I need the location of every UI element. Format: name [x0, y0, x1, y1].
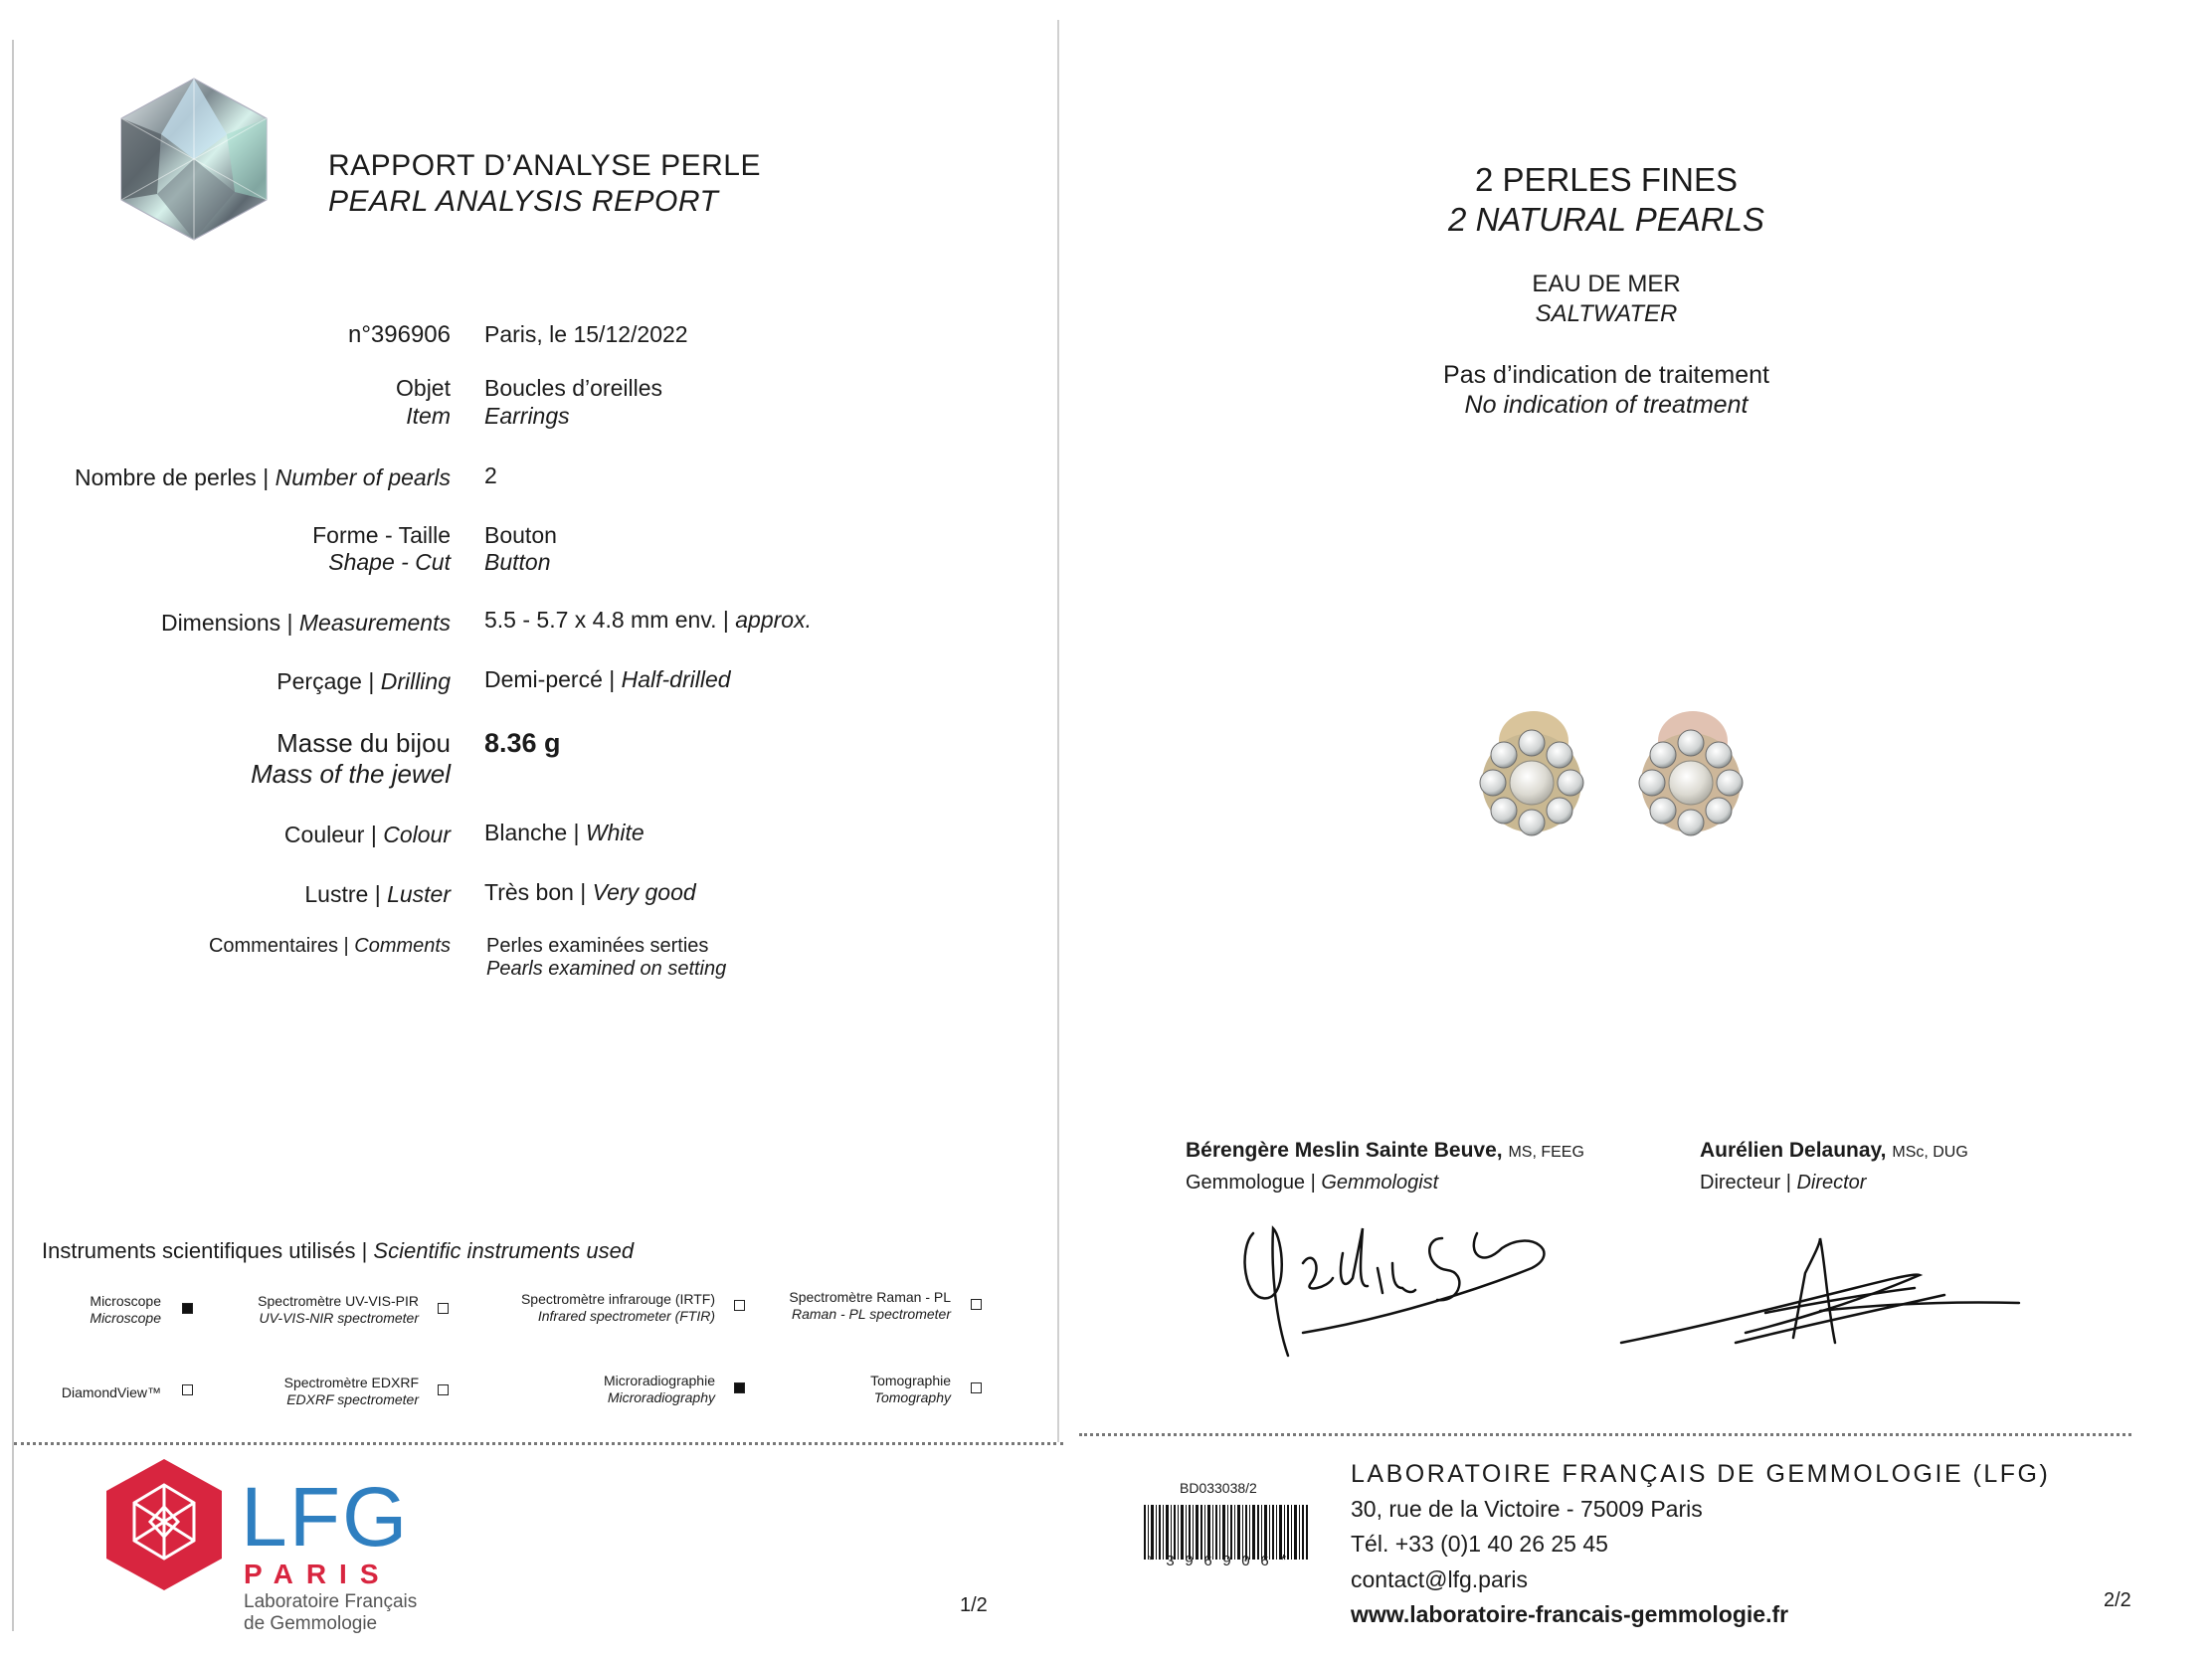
item-value-en: Earrings	[484, 403, 570, 429]
signatory-2-name: Aurélien Delaunay, MSc, DUG	[1700, 1139, 1968, 1162]
drill-label: Perçage | Drilling	[276, 668, 451, 694]
lab-email[interactable]: contact@lfg.paris	[1351, 1566, 1529, 1592]
page-number-right: 2/2	[2104, 1589, 2131, 1611]
comments-value-fr: Perles examinées serties	[486, 935, 709, 957]
instrument-raman: Spectromètre Raman - PL Raman - PL spectrometer	[789, 1289, 951, 1322]
item-label-en: Item	[406, 403, 451, 429]
lab-phone: Tél. +33 (0)1 40 26 25 45	[1351, 1531, 1608, 1557]
instrument-ftir: Spectromètre infrarouge (IRTF) Infrared spectrometer (FTIR)	[520, 1291, 715, 1324]
instrument-edxrf: Spectromètre EDXRF EDXRF spectrometer	[283, 1375, 419, 1407]
report-number: n°396906	[347, 321, 451, 348]
instrument-diamondview: DiamondView™	[61, 1384, 161, 1400]
page-number-left: 1/2	[960, 1594, 988, 1616]
barcode	[1144, 1505, 1308, 1560]
report-date: Paris, le 15/12/2022	[484, 321, 688, 347]
instrument-tomography-checkbox	[971, 1382, 982, 1393]
signatory-2-role: Directeur | Director	[1700, 1172, 1867, 1194]
pearls-label: Nombre de perles | Number of pearls	[75, 464, 451, 490]
instrument-tomography: Tomographie Tomography	[870, 1373, 951, 1405]
shape-label-fr: Forme - Taille	[312, 522, 451, 548]
shape-value-en: Button	[484, 549, 551, 575]
instrument-diamondview-checkbox	[182, 1384, 193, 1395]
colour-label: Couleur | Colour	[283, 822, 451, 847]
lfg-line1: Laboratoire Français	[244, 1591, 418, 1612]
dotted-divider-right	[1079, 1433, 2131, 1436]
item-value-fr: Boucles d’oreilles	[484, 375, 662, 401]
result-title-en: 2 NATURAL PEARLS	[1448, 201, 1764, 238]
lab-name: LABORATOIRE FRANÇAIS DE GEMMOLOGIE (LFG)	[1351, 1460, 2051, 1488]
shape-value-fr: Bouton	[484, 522, 557, 548]
instrument-microradiography: Microradiographie Microradiography	[603, 1373, 715, 1405]
result-title-fr: 2 PERLES FINES	[1474, 161, 1739, 198]
instrument-uv-vis-nir-checkbox	[438, 1303, 449, 1314]
instrument-microscope: Microscope Microscope	[90, 1293, 161, 1326]
lab-address: 30, rue de la Victoire - 75009 Paris	[1351, 1496, 1703, 1522]
shape-label-en: Shape - Cut	[328, 549, 451, 575]
luster-label: Lustre | Luster	[304, 881, 451, 907]
dims-label: Dimensions | Measurements	[160, 610, 451, 636]
dotted-divider-left	[14, 1442, 1063, 1445]
pearls-value: 2	[484, 462, 497, 488]
report-title-fr: RAPPORT D’ANALYSE PERLE	[328, 149, 761, 182]
instrument-microscope-checkbox	[182, 1303, 193, 1314]
treatment-en: No indication of treatment	[1464, 391, 1749, 419]
crystal-emblem-icon	[117, 75, 272, 244]
page-edge	[12, 40, 14, 1631]
item-label-fr: Objet	[396, 375, 451, 401]
lab-website[interactable]: www.laboratoire-francais-gemmologie.fr	[1351, 1601, 1789, 1627]
instrument-edxrf-checkbox	[438, 1384, 449, 1395]
page-fold	[1057, 20, 1059, 1442]
instrument-microradiography-checkbox	[734, 1382, 745, 1393]
dims-value: 5.5 - 5.7 x 4.8 mm env. | approx.	[484, 607, 812, 633]
lfg-brand: LFG	[241, 1470, 410, 1563]
lfg-logo-icon	[102, 1455, 227, 1594]
water-fr: EAU DE MER	[1532, 271, 1681, 297]
instrument-raman-checkbox	[971, 1299, 982, 1310]
water-en: SALTWATER	[1535, 300, 1678, 327]
signature-1	[1233, 1208, 1581, 1358]
luster-value: Très bon | Very good	[484, 879, 696, 905]
colour-value: Blanche | White	[484, 820, 645, 845]
instruments-title: Instruments scientifiques utilisés | Scientific instruments used	[42, 1238, 635, 1263]
mass-value: 8.36 g	[484, 728, 561, 758]
report-title-en: PEARL ANALYSIS REPORT	[328, 185, 719, 218]
comments-label: Commentaires | Comments	[208, 935, 451, 957]
lfg-city: PARIS	[244, 1559, 392, 1589]
instrument-ftir-checkbox	[734, 1300, 745, 1311]
mass-label-en: Mass of the jewel	[251, 759, 451, 789]
signatory-1-name: Bérengère Meslin Sainte Beuve, MS, FEEG	[1186, 1139, 1584, 1162]
treatment-fr: Pas d’indication de traitement	[1443, 361, 1769, 389]
earring-left	[1480, 711, 1583, 835]
drill-value: Demi-percé | Half-drilled	[484, 666, 731, 692]
earring-right	[1639, 711, 1743, 835]
signatory-1-role: Gemmologue | Gemmologist	[1186, 1172, 1439, 1194]
barcode-ref: BD033038/2	[1180, 1480, 1257, 1496]
comments-value-en: Pearls examined on setting	[486, 958, 727, 980]
signature-2	[1616, 1233, 2024, 1353]
earrings-photo	[1472, 701, 1760, 855]
barcode-digits: *396906*	[1147, 1554, 1299, 1570]
lfg-line2: de Gemmologie	[244, 1613, 378, 1634]
mass-label-fr: Masse du bijou	[276, 728, 451, 758]
instrument-uv-vis-nir: Spectromètre UV-VIS-PIR UV-VIS-NIR spectrometer	[258, 1293, 419, 1326]
